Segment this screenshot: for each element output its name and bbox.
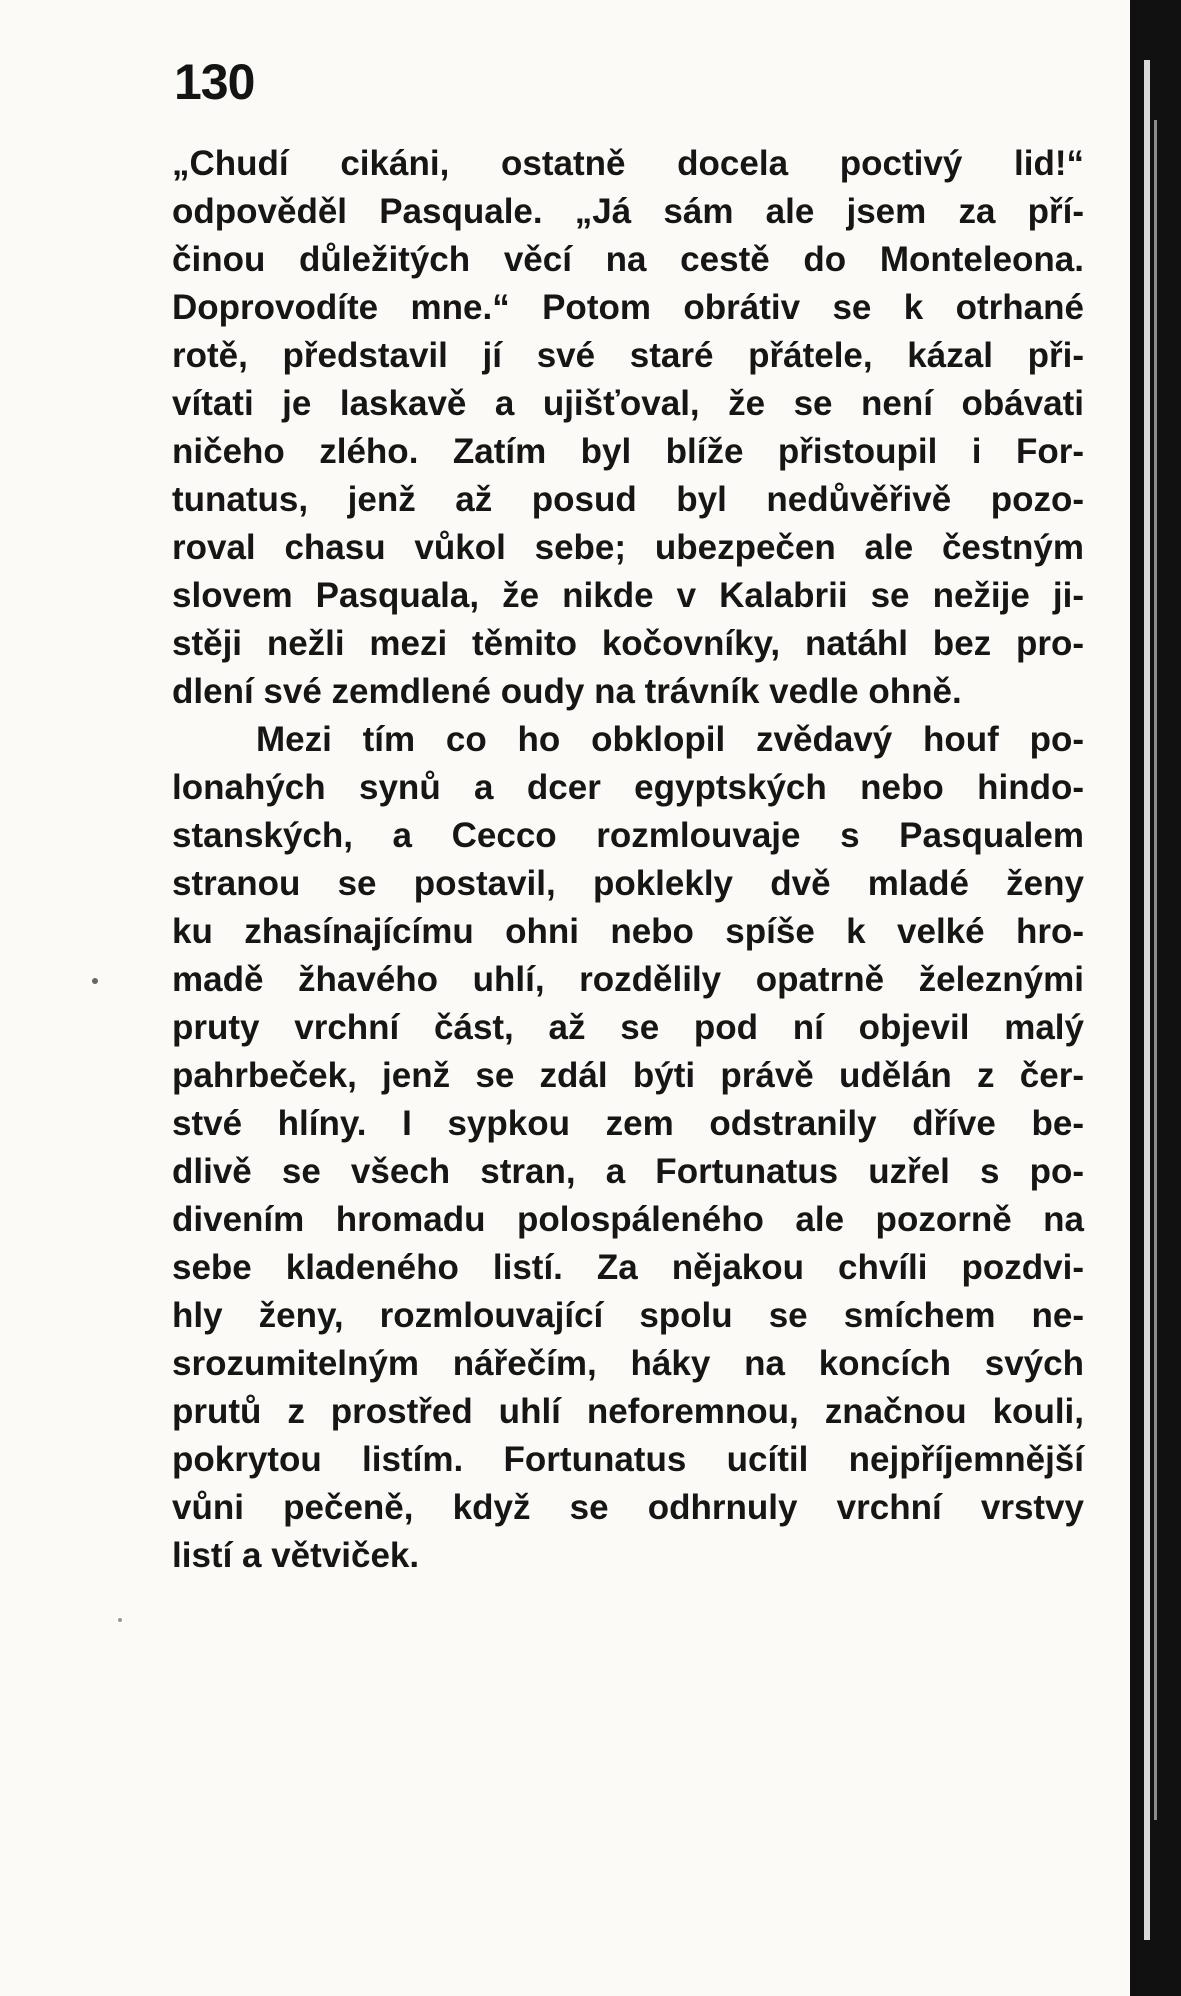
text-line: tunatus, jenž až posud byl nedůvěřivě pozo-: [172, 480, 1084, 519]
text-line: dlivě se všech stran, a Fortunatus uzřel s po-: [172, 1152, 1084, 1191]
text-line: srozumitelným nářečím, háky na koncích svých: [172, 1344, 1084, 1383]
text-line: ku zhasínajícímu ohni nebo spíše k velké hro-: [172, 912, 1084, 951]
paper-speck: [92, 978, 98, 984]
text-line: ničeho zlého. Zatím byl blíže přistoupil i For-: [172, 432, 1084, 471]
text-line: rotě, představil jí své staré přátele, kázal při-: [172, 336, 1084, 375]
text-line: Mezi tím co ho obklopil zvědavý houf po-: [256, 720, 1084, 759]
text-line: hly ženy, rozmlouvající spolu se smíchem ne-: [172, 1296, 1084, 1335]
spine-highlight: [1144, 60, 1150, 1940]
text-line: odpověděl Pasquale. „Já sám ale jsem za pří-: [172, 192, 1084, 231]
text-line: lonahých synů a dcer egyptských nebo hindo-: [172, 768, 1084, 807]
text-line: pruty vrchní část, až se pod ní objevil malý: [172, 1008, 1084, 1047]
text-line: listí a větviček.: [172, 1536, 420, 1575]
spine-shadow: [1154, 120, 1157, 1820]
text-line: pokrytou listím. Fortunatus ucítil nejpříjemnější: [172, 1440, 1084, 1479]
book-spine-edge: [1130, 0, 1181, 1996]
text-line: stanských, a Cecco rozmlouvaje s Pasqualem: [172, 816, 1084, 855]
text-line: pahrbeček, jenž se zdál býti právě udělán z čer-: [172, 1056, 1084, 1095]
text-line: vůni pečeně, když se odhrnuly vrchní vrstvy: [172, 1488, 1084, 1527]
text-line: roval chasu vůkol sebe; ubezpečen ale čestným: [172, 528, 1084, 567]
text-line: madě žhavého uhlí, rozdělily opatrně železnými: [172, 960, 1084, 999]
text-line: činou důležitých věcí na cestě do Monteleona.: [172, 240, 1084, 279]
body-text: [172, 140, 1084, 1580]
paper-speck: [118, 1618, 122, 1622]
text-line: dlení své zemdlené oudy na trávník vedle ohně.: [172, 672, 962, 711]
text-line: Doprovodíte mne.“ Potom obrátiv se k otrhané: [172, 288, 1084, 327]
text-line: sebe kladeného listí. Za nějakou chvíli pozdvi-: [172, 1248, 1084, 1287]
text-line: stvé hlíny. I sypkou zem odstranily dříve be-: [172, 1104, 1084, 1143]
text-line: prutů z prostřed uhlí neforemnou, značnou kouli,: [172, 1392, 1084, 1431]
text-line: vítati je laskavě a ujišťoval, že se není obávati: [172, 384, 1084, 423]
text-line: divením hromadu polospáleného ale pozorně na: [172, 1200, 1084, 1239]
page-number: 130: [174, 54, 255, 110]
text-line: „Chudí cikáni, ostatně docela poctivý lid!“: [172, 144, 1084, 183]
text-line: slovem Pasquala, že nikde v Kalabrii se nežije ji-: [172, 576, 1084, 615]
text-line: stěji nežli mezi těmito kočovníky, natáhl bez pro-: [172, 624, 1084, 663]
text-line: stranou se postavil, poklekly dvě mladé ženy: [172, 864, 1084, 903]
